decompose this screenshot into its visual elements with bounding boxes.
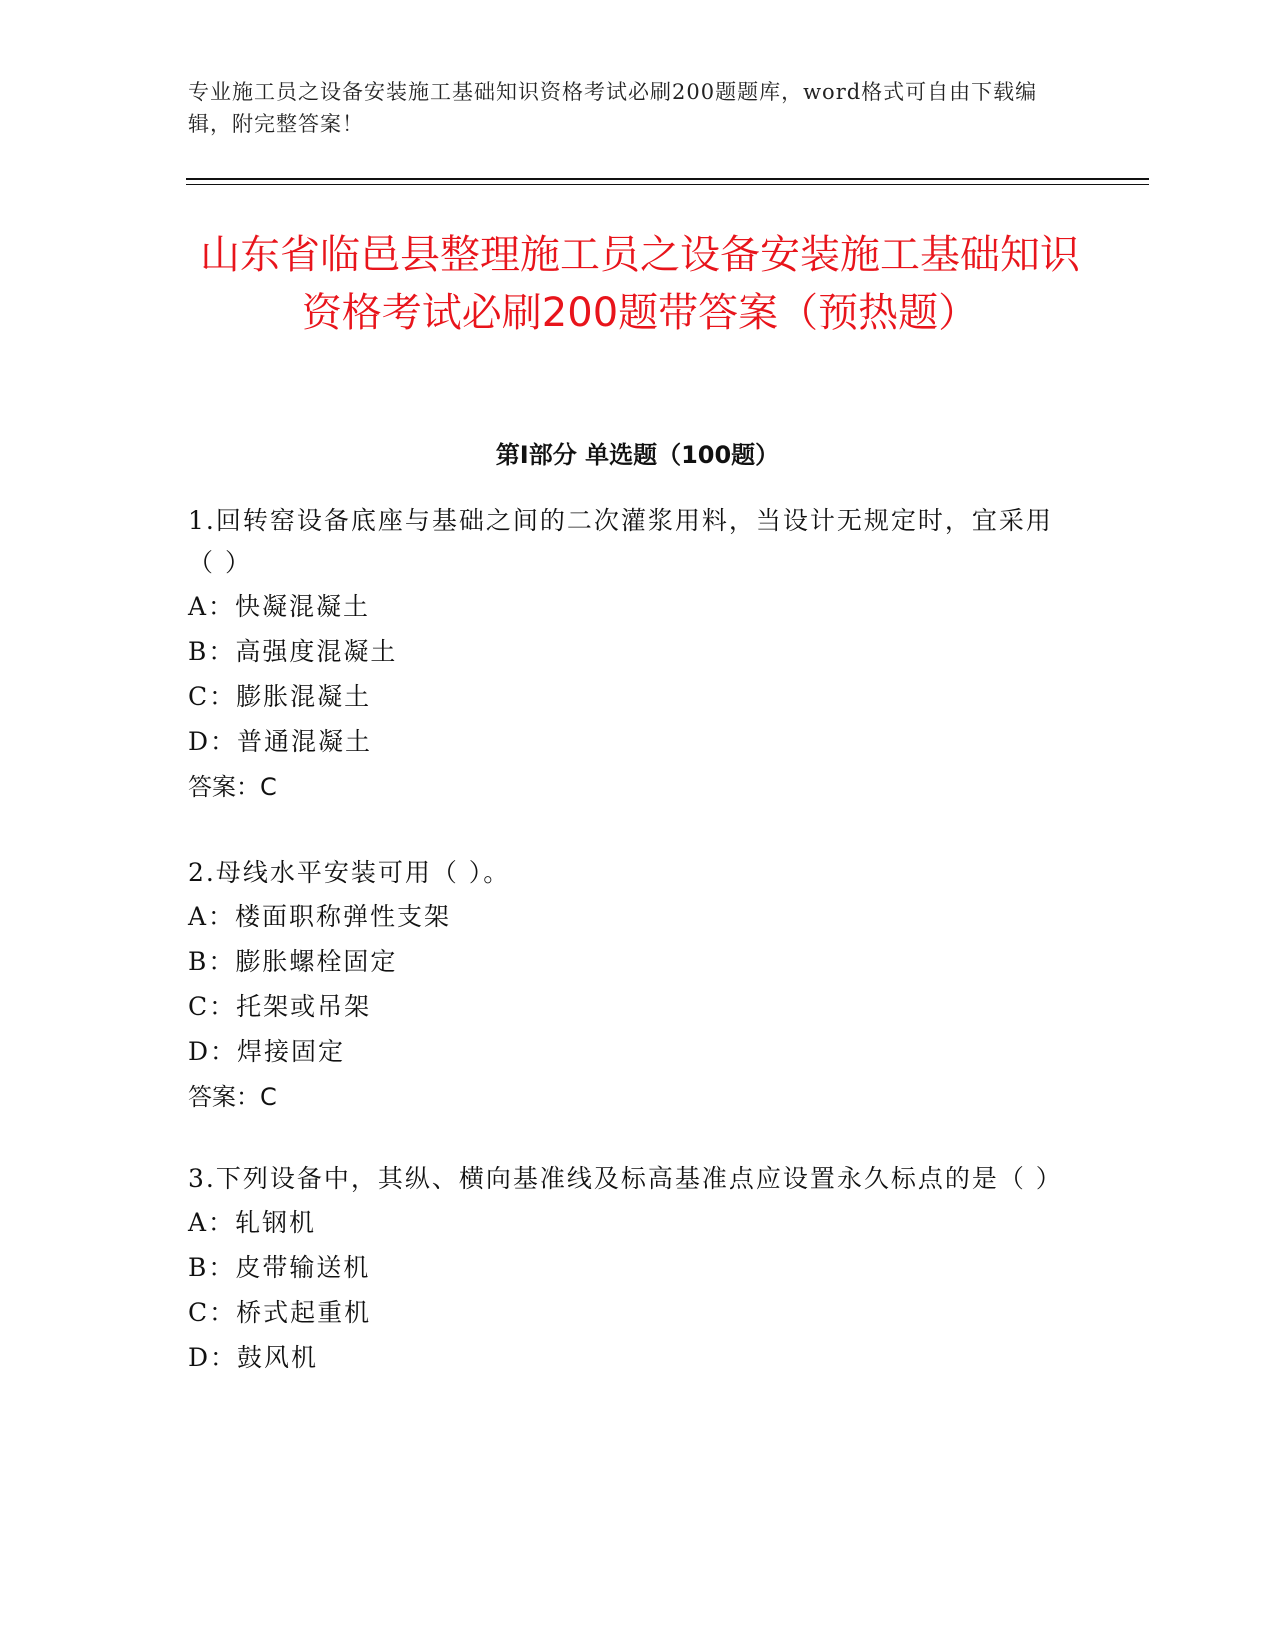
question-stem: 1.回转窑设备底座与基础之间的二次灌浆用料，当设计无规定时，宜采用（ ） — [188, 506, 1053, 577]
option-a: A：楼面职称弹性支架 — [188, 902, 452, 931]
header-divider-thin — [186, 184, 1149, 185]
question-stem: 3.下列设备中，其纵、横向基准线及标高基准点应设置永久标点的是（ ） — [188, 1164, 1063, 1193]
question-2 — [188, 852, 1068, 1120]
option-b: B：皮带输送机 — [188, 1253, 371, 1282]
header-note: 专业施工员之设备安装施工基础知识资格考试必刷200题题库，word格式可自由下载编辑，附完整答案！ — [188, 80, 1038, 136]
option-b: B：高强度混凝土 — [188, 637, 398, 666]
question-stem: 2.母线水平安装可用（ ）。 — [188, 858, 511, 887]
option-a: A：轧钢机 — [188, 1208, 317, 1237]
document-title: 山东省临邑县整理施工员之设备安装施工基础知识资格考试必刷200题带答案（预热题） — [200, 232, 1080, 336]
option-c: C：托架或吊架 — [188, 992, 372, 1021]
option-c: C：桥式起重机 — [188, 1298, 372, 1327]
option-d: D：普通混凝土 — [188, 727, 373, 756]
section-title: 第I部分 单选题（100题） — [495, 441, 780, 469]
answer: 答案：C — [188, 1083, 277, 1111]
option-c: C：膨胀混凝土 — [188, 682, 372, 711]
option-b: B：膨胀螺栓固定 — [188, 947, 398, 976]
header-divider-thick — [186, 178, 1149, 180]
option-d: D：鼓风机 — [188, 1343, 319, 1372]
option-a: A：快凝混凝土 — [188, 592, 371, 621]
question-1 — [188, 500, 1068, 810]
option-d: D：焊接固定 — [188, 1037, 346, 1066]
question-3 — [188, 1158, 1068, 1380]
answer: 答案：C — [188, 773, 277, 801]
